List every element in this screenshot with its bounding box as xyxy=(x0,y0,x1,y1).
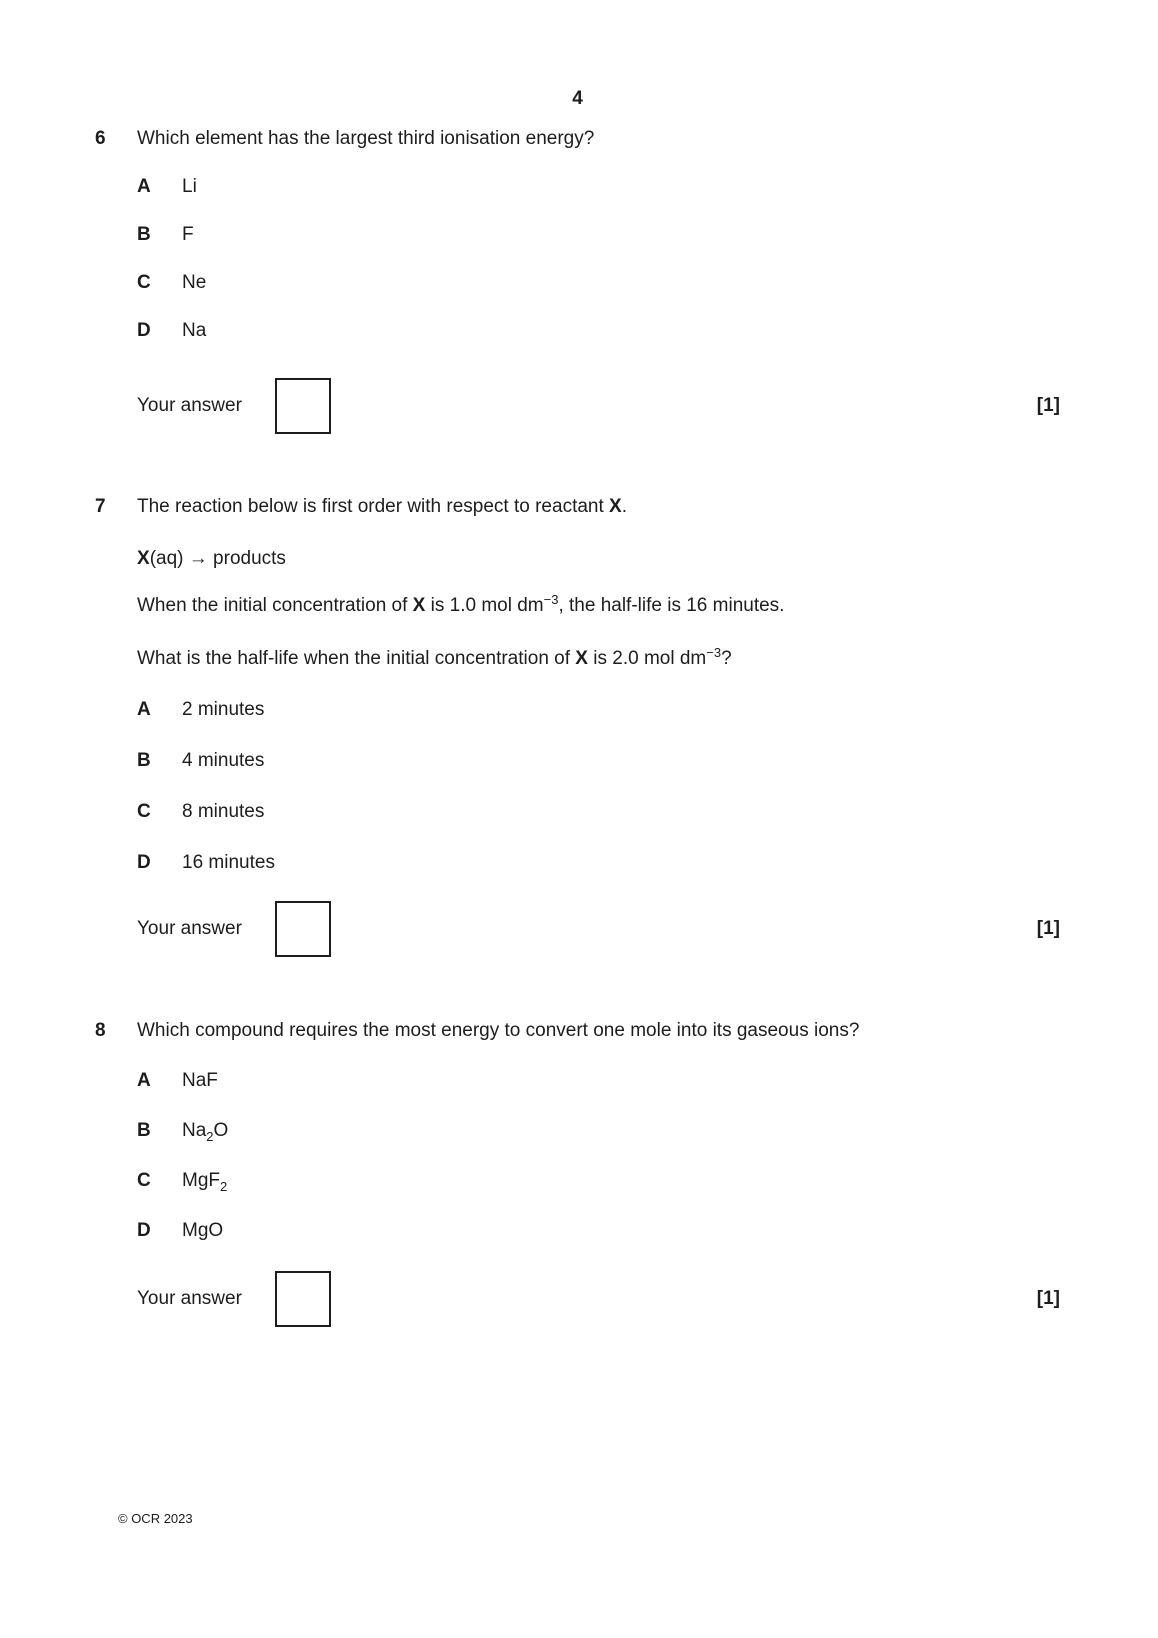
option-row-d xyxy=(137,320,1060,342)
arrow-glyph: → xyxy=(188,548,208,569)
option-row-c xyxy=(137,801,1060,823)
question-ask: What is the half-life when the initial concentration of X is 2.0 mol $dm^{-3}$? xyxy=(137,645,732,669)
option-row-b xyxy=(137,1120,1060,1142)
question-number: 7 xyxy=(95,496,106,517)
option-text: Ne xyxy=(182,272,207,293)
option-row-c xyxy=(137,1170,1060,1192)
option-row-d xyxy=(137,852,1060,874)
option-row-a xyxy=(137,699,1060,721)
reactant-x: X xyxy=(609,496,622,517)
reactant-x: X xyxy=(412,595,426,616)
option-text: F xyxy=(182,224,194,245)
option-letter: A xyxy=(137,699,151,720)
question-prompt: Which compound requires the most energy to convert one mole into its gaseous ions? xyxy=(137,1020,860,1041)
option-row-d xyxy=(137,1220,1060,1242)
answer-box[interactable] xyxy=(275,1271,331,1327)
answer-label: Your answer xyxy=(137,395,242,416)
marks-badge: [1] xyxy=(1036,918,1060,939)
reaction-equation: X(aq) → products xyxy=(137,548,286,569)
condition-statement: When the initial concentration of X is 1.0 mol $dm^{-3}$, the half-life is 16 minutes. xyxy=(137,592,785,616)
option-text: 8 minutes xyxy=(182,801,265,822)
question-8-header xyxy=(95,1020,1060,1042)
superscript-exponent: −3 xyxy=(706,645,722,660)
option-letter: A xyxy=(137,176,151,197)
option-row-c xyxy=(137,272,1060,294)
question-7 xyxy=(95,496,1060,957)
answer-label: Your answer xyxy=(137,1288,242,1309)
subscript: 2 xyxy=(220,1179,228,1194)
option-letter: B xyxy=(137,750,151,771)
option-letter: D xyxy=(137,320,151,341)
option-row-b xyxy=(137,224,1060,246)
option-letter: C xyxy=(137,801,151,822)
question-6-header xyxy=(95,128,1060,150)
option-formula: MgO xyxy=(182,1220,224,1241)
question-7-header xyxy=(95,496,1060,518)
option-letter: C xyxy=(137,272,151,293)
option-text: Na xyxy=(182,320,207,341)
option-formula: $Na_2O$ xyxy=(182,1120,229,1144)
option-row-a xyxy=(137,1070,1060,1092)
option-text: 2 minutes xyxy=(182,699,265,720)
answer-label: Your answer xyxy=(137,918,242,939)
option-letter: C xyxy=(137,1170,151,1191)
option-text: Li xyxy=(182,176,197,197)
option-letter: D xyxy=(137,1220,151,1241)
option-letter: D xyxy=(137,852,151,873)
subscript: 2 xyxy=(206,1129,214,1144)
option-row-b xyxy=(137,750,1060,772)
question-number: 6 xyxy=(95,128,106,149)
page-number: 4 xyxy=(572,88,583,109)
answer-row xyxy=(137,378,1060,434)
reactant-x: X xyxy=(575,648,588,669)
question-number: 8 xyxy=(95,1020,106,1041)
marks-badge: [1] xyxy=(1036,1288,1060,1309)
answer-box[interactable] xyxy=(275,378,331,434)
option-text: 16 minutes xyxy=(182,852,275,873)
answer-row xyxy=(137,901,1060,957)
option-formula: NaF xyxy=(182,1070,218,1091)
option-formula: MgF$_2$ xyxy=(182,1170,228,1194)
superscript-exponent: −3 xyxy=(543,592,559,607)
footer-copyright: © OCR 2023 xyxy=(118,1511,193,1526)
question-6 xyxy=(95,128,1060,434)
option-row-a xyxy=(137,176,1060,198)
option-letter: B xyxy=(137,224,151,245)
answer-row xyxy=(137,1271,1060,1327)
option-text: 4 minutes xyxy=(182,750,265,771)
answer-box[interactable] xyxy=(275,901,331,957)
reactant-x: X xyxy=(137,548,150,569)
question-8 xyxy=(95,1020,1060,1327)
question-prompt: The reaction below is first order with respect to reactant X. xyxy=(137,496,628,517)
option-letter: A xyxy=(137,1070,151,1091)
option-letter: B xyxy=(137,1120,151,1141)
marks-badge: [1] xyxy=(1036,395,1060,416)
question-prompt: Which element has the largest third ionisation energy? xyxy=(137,128,595,149)
